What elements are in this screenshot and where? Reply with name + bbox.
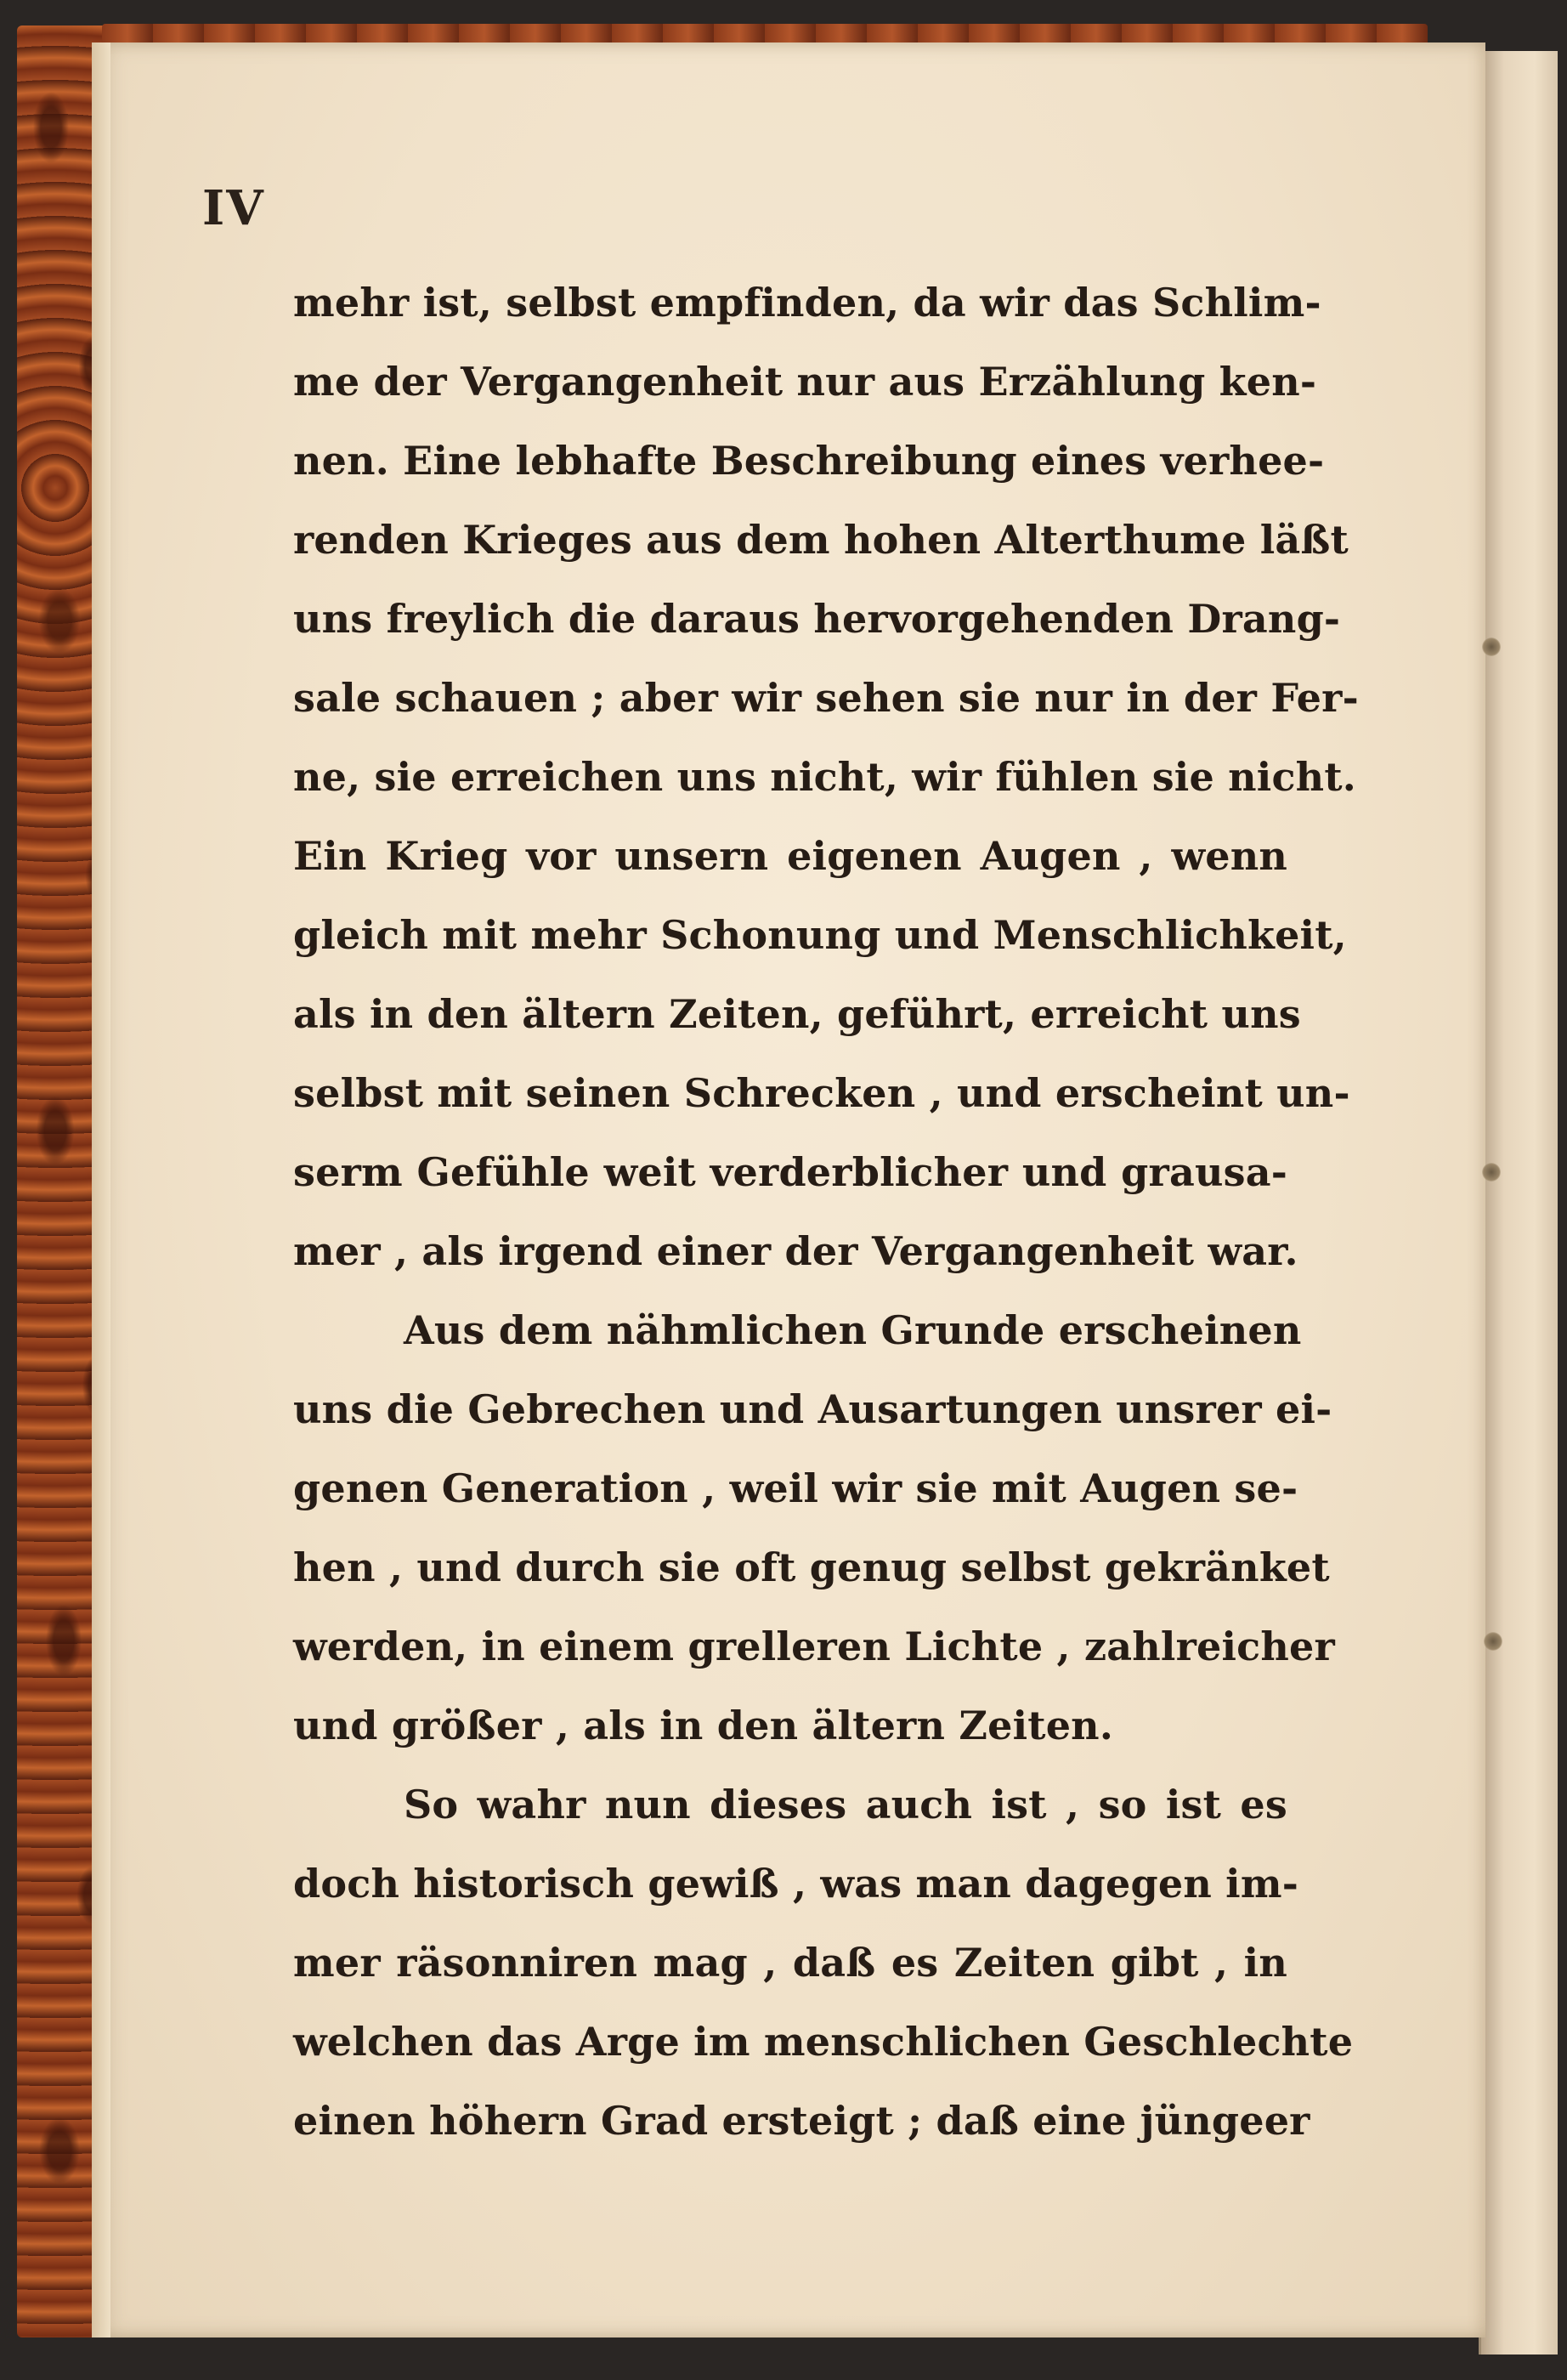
body-text	[293, 264, 1359, 2161]
binding-hole	[1484, 1632, 1502, 1651]
text-line: uns die Gebrechen und Ausartungen unsrer ei-	[293, 1386, 1332, 1432]
next-page-edge	[1479, 51, 1558, 2354]
text-line: Ein Krieg vor unsern eigenen Augen , wenn	[293, 833, 1287, 879]
text-line: Aus dem nähmlichen Grunde erscheinen	[404, 1307, 1302, 1353]
text-line: hen , und durch sie oft genug selbst gekränket	[293, 1544, 1330, 1590]
text-line: und größer , als in den ältern Zeiten.	[293, 1703, 1114, 1748]
text-line: renden Krieges aus dem hohen Alterthume läßt	[293, 517, 1349, 563]
text-line: welchen das Arge im menschlichen Geschlechte	[293, 2019, 1354, 2065]
text-line: doch historisch gewiß , was man dagegen im-	[293, 1861, 1299, 1907]
text-line: als in den ältern Zeiten, geführt, erreicht uns	[293, 991, 1301, 1037]
text-line: gleich mit mehr Schonung und Menschlichkeit,	[293, 912, 1347, 958]
text-line: mehr ist, selbst empfinden, da wir das Schlim-	[293, 280, 1321, 326]
text-line: genen Generation , weil wir sie mit Augen se-	[293, 1465, 1298, 1511]
text-line: So wahr nun dieses auch ist , so ist es	[404, 1782, 1287, 1828]
text-line: uns freylich die daraus hervorgehenden Drang-	[293, 596, 1341, 642]
binding-hole	[1482, 638, 1501, 656]
text-line: ne, sie erreichen uns nicht, wir fühlen sie nicht.	[293, 754, 1356, 800]
text-line: mer räsonniren mag , daß es Zeiten gibt , in	[293, 1940, 1287, 1986]
text-line: nen. Eine lebhafte Beschreibung eines verhee-	[293, 438, 1325, 484]
text-line: sale schauen ; aber wir sehen sie nur in der Fer-	[293, 675, 1359, 721]
text-line: serm Gefühle weit verderblicher und grausa-	[293, 1149, 1287, 1195]
binding-hole	[1482, 1163, 1501, 1182]
text-line: werden, in einem grelleren Lichte , zahlreicher	[293, 1624, 1335, 1669]
text-line: selbst mit seinen Schrecken , und erscheint un-	[293, 1070, 1350, 1116]
text-line: mer , als irgend einer der Vergangenheit war.	[293, 1228, 1298, 1274]
page-number: IV	[202, 180, 265, 236]
text-line: einen höhern Grad ersteigt ; daß eine jüngeer	[293, 2098, 1310, 2144]
text-line: me der Vergangenheit nur aus Erzählung ken-	[293, 359, 1317, 405]
